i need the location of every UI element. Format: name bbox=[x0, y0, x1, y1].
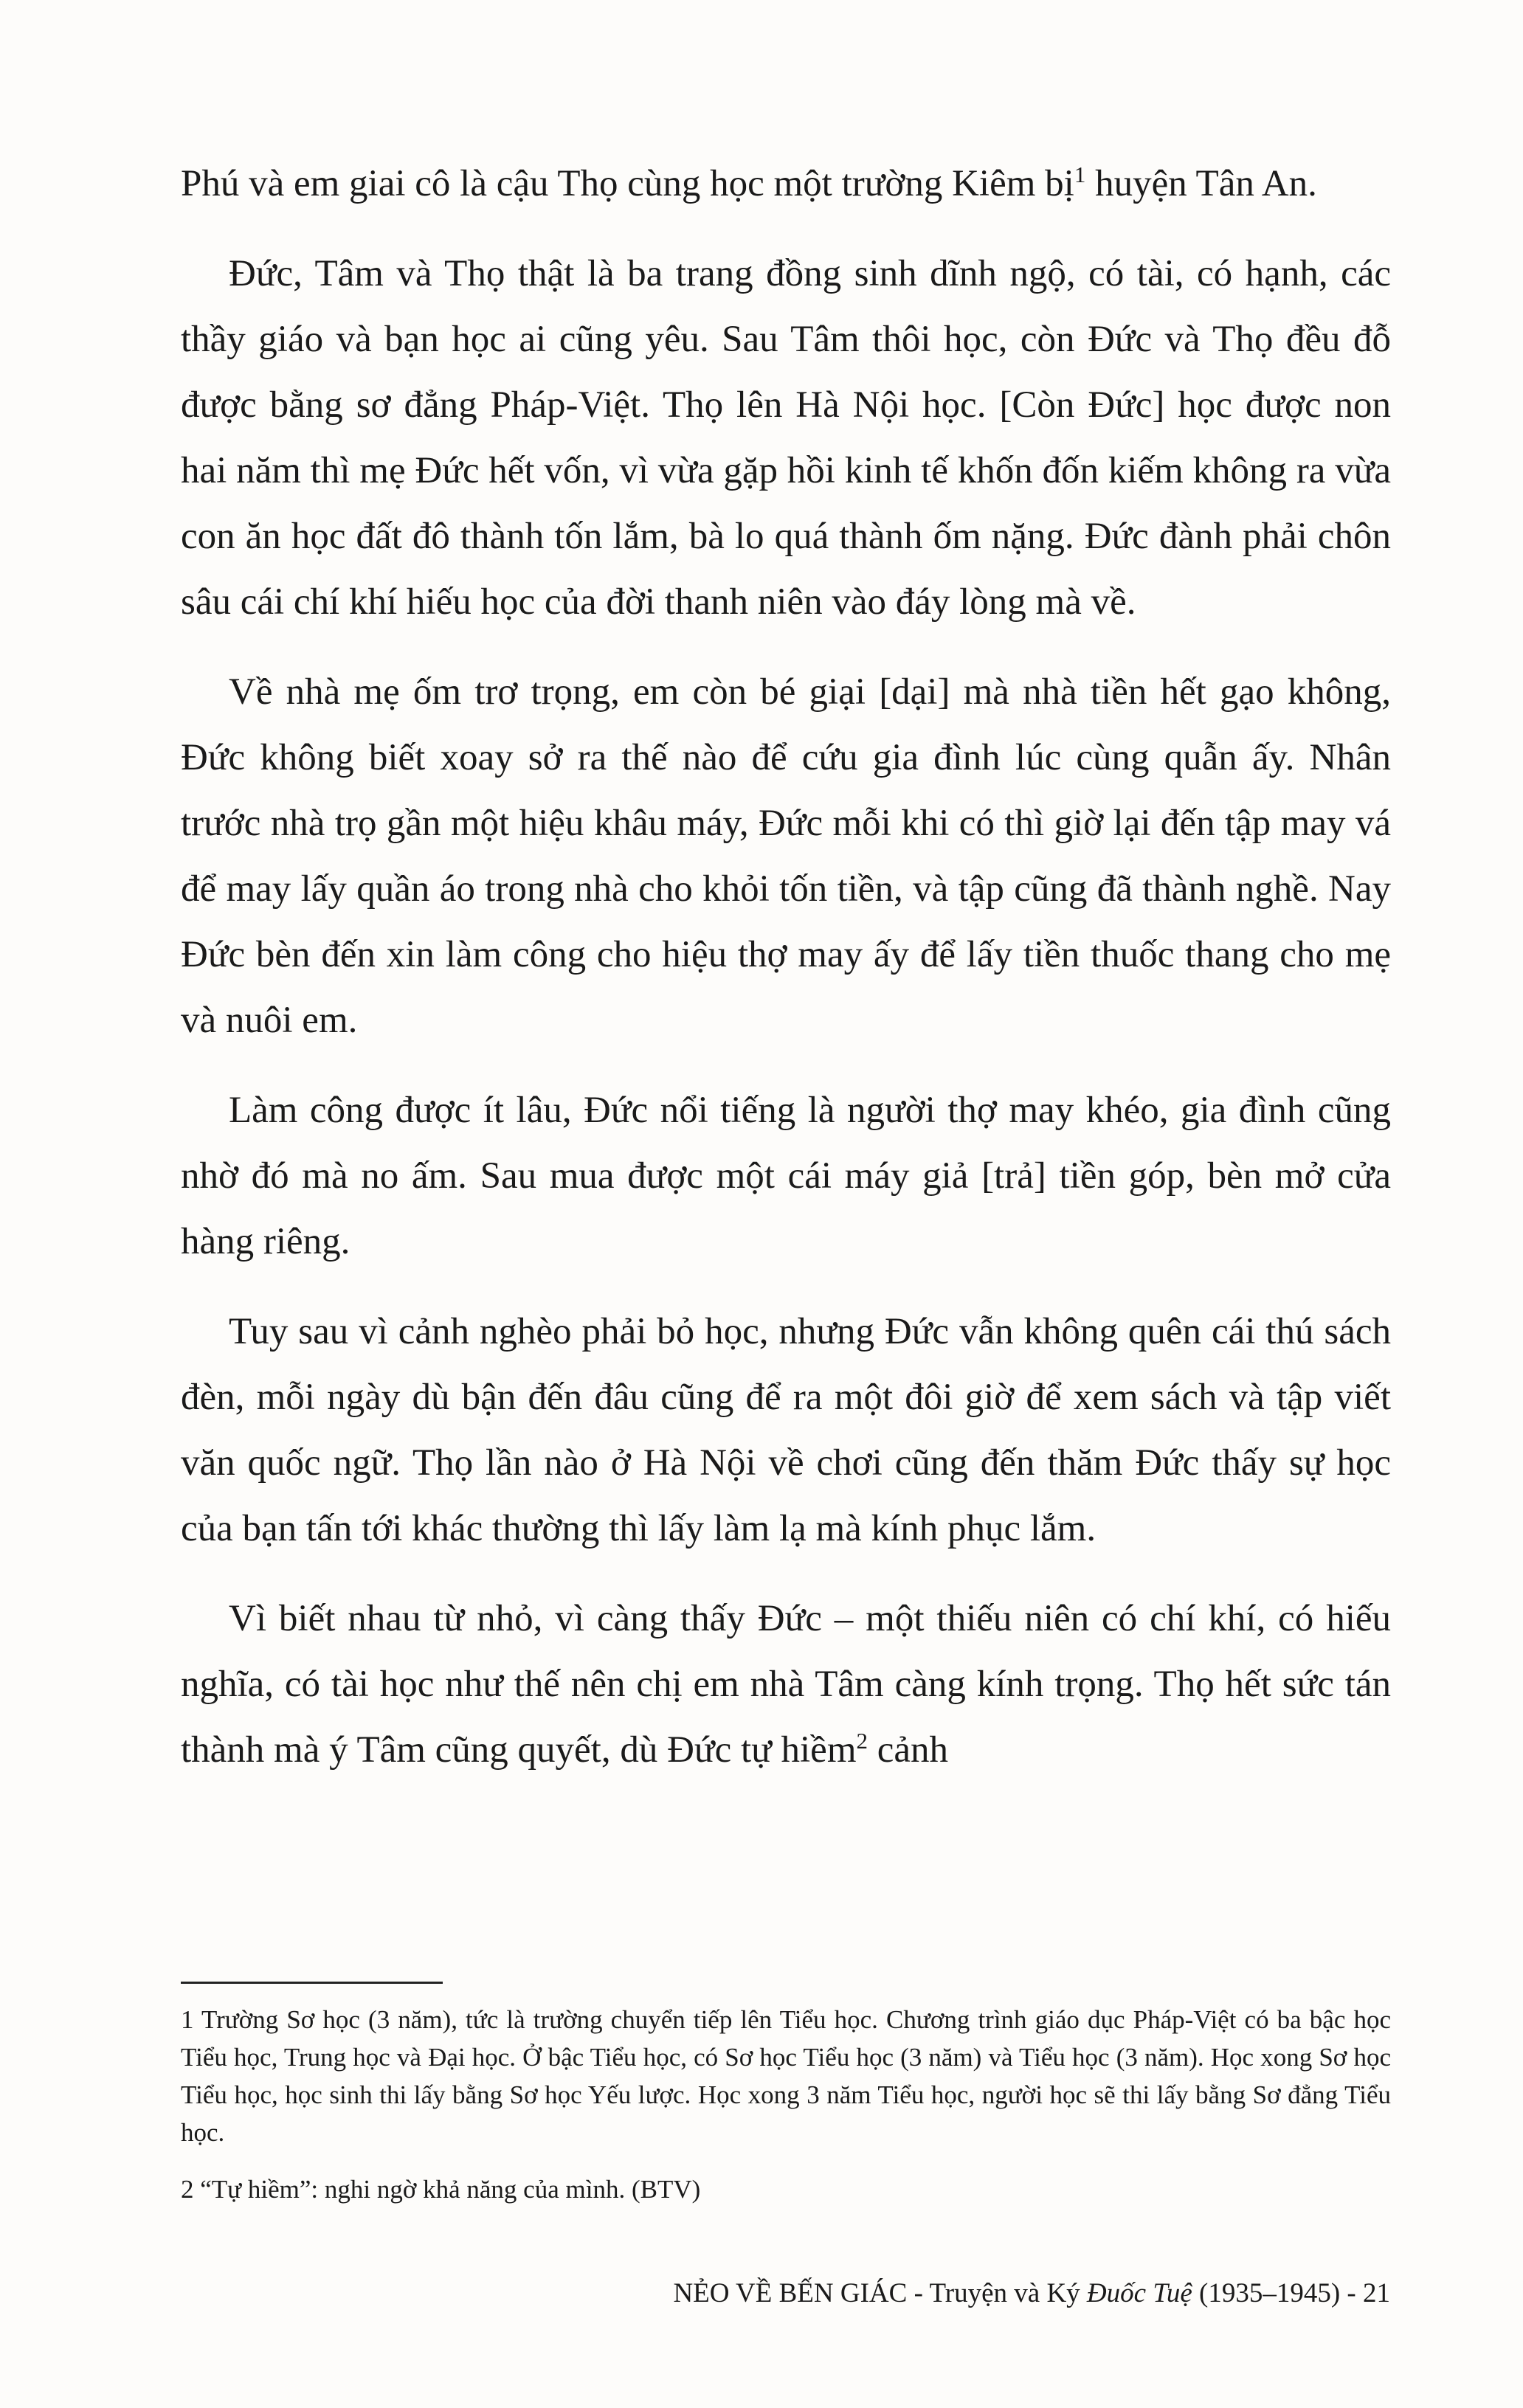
page-number: 21 bbox=[1363, 2278, 1390, 2308]
paragraph-6-tail: cảnh bbox=[868, 1729, 949, 1771]
paragraph-2: Đức, Tâm và Thọ thật là ba trang đồng sinh dĩnh ngộ, có tài, có hạnh, các thầy giáo và bạn học ai cũng yêu. Sau Tâm thôi học, còn Đức và Thọ đều đỗ được bằng sơ đẳng Pháp-Việt. Thọ lên Hà Nội học. [Còn Đức] học được non hai năm thì mẹ Đức hết vốn, vì vừa gặp hồi kinh tế khốn đốn kiếm không ra vừa con ăn học đất đô thành tốn lắm, bà lo quá thành ốm nặng. Đức đành phải chôn sâu cái chí khí hiếu học của đời thanh niên vào đáy lòng mà về. bbox=[181, 253, 1391, 623]
paragraph-5: Tuy sau vì cảnh nghèo phải bỏ học, nhưng Đức vẫn không quên cái thú sách đèn, mỗi ngày dù bận đến đâu cũng để ra một đôi giờ để xem sách và tập viết văn quốc ngữ. Thọ lần nào ở Hà Nội về chơi cũng đến thăm Đức thấy sự học của bạn tấn tới khác thường thì lấy làm lạ mà kính phục lắm. bbox=[181, 1311, 1391, 1549]
paragraph-3: Về nhà mẹ ốm trơ trọng, em còn bé giại [dại] mà nhà tiền hết gạo không, Đức không biết xoay sở ra thế nào để cứu gia đình lúc cùng quẫn ấy. Nhân trước nhà trọ gần một hiệu khâu máy, Đức mỗi khi có thì giờ lại đến tập may vá để may lấy quần áo trong nhà cho khỏi tốn tiền, và tập cũng đã thành nghề. Nay Đức bèn đến xin làm công cho hiệu thợ may ấy để lấy tiền thuốc thang cho mẹ và nuôi em. bbox=[181, 671, 1391, 1041]
running-footer bbox=[673, 2275, 1390, 2312]
footnotes bbox=[181, 2001, 1391, 2208]
paragraph-1-tail: huyện Tân An. bbox=[1085, 163, 1317, 204]
footer-separator: - bbox=[907, 2278, 930, 2308]
footnote-1: 1 Trường Sơ học (3 năm), tức là trường chuyển tiếp lên Tiểu học. Chương trình giáo dục Pháp-Việt có ba bậc học Tiểu học, Trung học và Đại học. Ở bậc Tiểu học, có Sơ học Tiểu học (3 năm) và Tiểu học (3 năm). Học xong Sơ học Tiểu học, học sinh thi lấy bằng Sơ học Yếu lược. Học xong 3 năm Tiểu học, người học sẽ thi lấy bằng Sơ đẳng Tiểu học. bbox=[181, 2005, 1391, 2147]
footer-author: Đuốc Tuệ bbox=[1086, 2278, 1192, 2308]
paragraph-1 bbox=[181, 151, 1391, 217]
paragraph-6 bbox=[181, 1586, 1391, 1783]
footer-years: (1935–1945) - bbox=[1192, 2278, 1363, 2308]
main-text bbox=[181, 151, 1391, 1783]
paragraph-4: Làm công được ít lâu, Đức nổi tiếng là người thợ may khéo, gia đình cũng nhờ đó mà no ấm. Sau mua được một cái máy giả [trả] tiền góp, bèn mở cửa hàng riêng. bbox=[181, 1090, 1391, 1262]
footer-book-title: NẺO VỀ BẾN GIÁC bbox=[673, 2278, 908, 2308]
paragraph-6-text: Vì biết nhau từ nhỏ, vì càng thấy Đức – một thiếu niên có chí khí, có hiếu nghĩa, có tài học như thế nên chị em nhà Tâm càng kính trọng. Thọ hết sức tán thành mà ý Tâm cũng quyết, dù Đức tự hiềm bbox=[181, 1598, 1391, 1771]
footnote-mark-1: 1 bbox=[1074, 162, 1086, 187]
paragraph-1-text: Phú và em giai cô là cậu Thọ cùng học một trường Kiêm bị bbox=[181, 163, 1074, 204]
footnote-2: 2 “Tự hiềm”: nghi ngờ khả năng của mình. (BTV) bbox=[181, 2175, 701, 2204]
footer-subtitle: Truyện và Ký bbox=[929, 2278, 1087, 2308]
footnote-mark-2: 2 bbox=[856, 1728, 868, 1754]
footnote-divider bbox=[181, 1982, 443, 1984]
